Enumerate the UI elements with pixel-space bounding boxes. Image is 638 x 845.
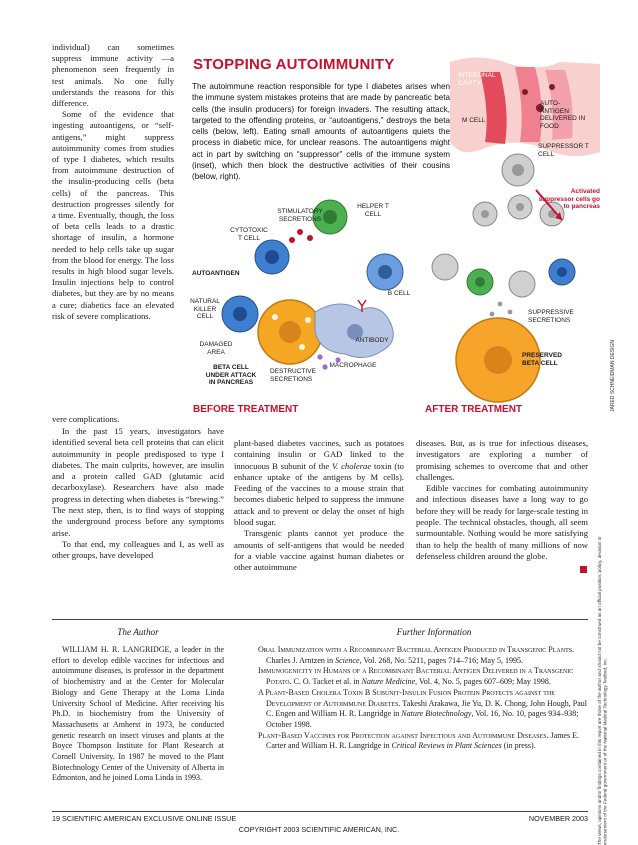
col2-p1-b: toxin (to enhance uptake of the antigens by M cells). Feeding of the vaccines to a mouse strain that becomes diabetic helped to suppress the immune attack and to prevent or delay the onset of high blood sugar. [234,460,404,528]
label-activated-suppressor: Activated suppressor cells go to pancreas [538,188,600,210]
col2-paragraph-1 [234,438,404,528]
left-paragraph-1: individual) can sometimes suppress immune activity —a phenomenon seen frequently in test animals. No one fully understands the reasons for this difference. [52,42,174,109]
col1-paragraph-3: To that end, my colleagues and I, as well as other groups, have developed [52,538,224,561]
col1-continued [52,414,174,425]
macrophage [315,304,393,358]
reference-title: Plant-Based Vaccines for Protection against Infectious and Autoimmune Diseases. [258,730,549,740]
end-of-article-mark [580,566,587,573]
stimulatory-secretions [289,229,313,243]
reference-authors: Takeshi Arakawa, Jie Yu, D. K. Chong, John Hough, Paul C. Engen and William H. R. Langridge in [266,698,587,719]
before-treatment-label: BEFORE TREATMENT [193,404,299,415]
section-divider [52,619,588,620]
reference-item [258,731,588,752]
label-macrophage: MACROPHAGE [329,362,377,369]
footer-date: NOVEMBER 2003 [528,814,588,823]
footer-copyright: COPYRIGHT 2003 SCIENTIFIC AMERICAN, INC. [238,825,400,834]
label-suppressive-secretions: SUPPRESSIVE SECRETIONS [528,309,574,324]
column-3 [416,438,588,562]
reference-details: , Vol. 268, No. 5211, pages 714–716; May 5, 1995. [359,655,523,665]
label-b-cell: B CELL [387,290,411,297]
b-cell [367,254,403,290]
label-cytotoxic-t-cell: CYTOTOXIC T CELL [230,227,268,242]
beta-cell-under-attack [258,300,322,364]
label-intestinal-cavity: INTESTINAL CAVITY [458,72,496,87]
author-bio: WILLIAM H. R. LANGRIDGE, a leader in the effort to develop edible vaccines for infectious and autoimmune diseases, is professor in the department of biochemistry and at the Center for Molecular Biology and Gene Therapy at the Loma Linda University School of Medicine. After receiving his Ph.D. in biochemistry from the University of Massachusetts at Amherst in 1973, he conducted genetic research on insect viruses and plants at the Boyce Thompson Institute for Plant Research at Cornell University. In 1987 he moved to the Plant Biotechnology Center of the University of Alberta in Edmonton, and he joined Loma Linda in 1993. [52,645,224,783]
reference-details: , Vol. 16, No. 10, pages 934–938; October 1998. [266,709,579,729]
label-destructive-secretions: DESTRUCTIVE SECRETIONS [270,368,316,383]
col2-p1-a: plant-based diabetes vaccines, such as potatoes containing insulin or GAD linked to the innocuous B subunit of the [234,438,404,471]
reference-journal: Critical Reviews in Plant Sciences [391,741,502,751]
suppressor-t-cell-inset [502,154,534,186]
illustration-credit: JARED SCHNEIDMAN DESIGN [610,340,616,412]
further-information-heading: Further Information [396,627,472,637]
footer-divider [52,811,588,812]
column-2 [234,438,404,574]
reference-title: Immunogenicity in Humans of a Recombinant Bacterial Antigen Delivered in a Transgenic Potato. [258,666,574,687]
left-paragraph-2: Some of the evidence that ingesting autoantigens, or “self-antigens,” might suppress autoimmunity comes from studies of type I diabetes, which results from autoimmune destruction of the insulin-producing cells (beta cells) of the pancreas. This destruction progresses silently for a time. Eventually, though, the loss of beta cells leads to a drastic shortage of insulin, a hormone needed to help cells take up sugar from the blood for energy. The loss results in high blood sugar levels. Insulin injections help to control diabetes, but they are by no means a cure; diabetics face an elevated risk of severe complications. [52,109,174,321]
reference-item [258,688,588,731]
author-heading: The Author [117,627,159,637]
references-list [258,645,588,752]
col2-paragraph-2: Transgenic plants cannot yet produce the amounts of self-antigens that would be needed for a viable vaccine against human diabetes or other autoimmune [234,528,404,573]
col3-paragraph-1: diseases. But, as is true for infectious diseases, investigators are exploring a number of promising schemes to overcome that and other challenges. [416,438,588,482]
left-column-text [52,42,174,322]
label-damaged-area: DAMAGED AREA [199,341,233,356]
label-natural-killer-cell: NATURAL KILLER CELL [190,298,220,320]
label-antibody: ANTIBODY [355,337,389,344]
column-1 [52,426,224,562]
reference-authors: Charles J. Arntzen in [266,655,336,665]
natural-killer-cell [222,296,258,332]
reference-details: (in press). [501,741,536,751]
cytotoxic-t-cell [255,240,289,274]
footer-issue: 19 SCIENTIFIC AMERICAN EXCLUSIVE ONLINE ISSUE [52,814,237,823]
col2-p1-italic: V. cholerae [332,460,372,471]
reference-item [258,666,588,687]
reference-title: Oral Immunization with a Recombinant Bacterial Antigen Produced in Transgenic Plants. [258,645,575,654]
disclaimer-note: The views, opinions and/or findings contained in this report are those of the author and should not be construed as an official position, policy, decision or endorsement of the Federal government or of the National Medical Technology Testbed, Inc. [597,536,608,845]
col3-paragraph-2: Edible vaccines for combating autoimmunity and infectious diseases have a long way to go before they will be ready for large-scale testing in people. The technical obstacles, though, all seem surmountable. Nothing would be more satisfying than to help the health of many millions of now defenseless children around the globe. [416,483,588,561]
label-m-cell: M CELL [462,117,486,124]
reference-title: A Plant-Based Cholera Toxin B Subunit-Insulin Fusion Protein Protects against the Development of Autoimmune Diabetes. [258,687,555,708]
label-helper-t-cell: HELPER T CELL [357,203,389,218]
figure-title: STOPPING AUTOIMMUNITY [193,56,395,73]
label-preserved-beta-cell: PRESERVED BETA CELL [522,352,562,367]
reference-authors: C. O. Tacket et al. in [291,677,362,687]
label-suppressor-t-cell: SUPPRESSOR T CELL [538,143,589,158]
reference-journal: Nature Biotechnology [401,709,472,719]
figure-caption: The autoimmune reaction responsible for type I diabetes arises when the immune system mistakes proteins that are made by pancreatic beta cells (the insulin producers) for foreign invaders. The resulting attack, targeted to the offending proteins, or “autoantigens,” destroys the beta cells (below, left). Eating small amounts of autoantigens quiets the process in diabetic mice, for unclear reasons. The autoantigens might act in part by switching on “suppressor” cells of the immune system (inset), which then block the destructive activities of their cousins (below, right). [192,82,450,182]
after-suppressor-cells [391,254,575,297]
suppressive-secretions-dots [490,302,513,317]
col1-continued-text: vere complications. [52,414,120,424]
reference-authors: James E. Carter and William H. R. Langridge in [266,730,579,751]
after-treatment-label: AFTER TREATMENT [425,404,523,415]
reference-details: , Vol. 4, No. 5, pages 607–609; May 1998. [415,677,551,687]
reference-journal: Nature Medicine [361,677,416,687]
label-auto-antigen-delivered: AUTO-ANTIGEN DELIVERED IN FOOD [540,100,586,130]
col1-paragraph-2: In the past 15 years, investigators have identified several beta cell proteins that can elicit autoimmunity in people predisposed to type I diabetes. The main culprits, however, are insulin and a protein called GAD (glutamic acid decarboxylase). Researchers have also made progress in detecting when diabetes is “brewing.” The next step, then, is to find ways of stopping the underground process before any symptoms arise. [52,426,224,538]
label-stimulatory-secretions: STIMULATORY SECRETIONS [277,208,323,223]
reference-journal: Science [335,655,360,665]
reference-item [258,645,588,666]
label-autoantigen: AUTOANTIGEN [192,270,240,277]
label-beta-cell-under-attack: BETA CELL UNDER ATTACK IN PANCREAS [205,364,257,386]
